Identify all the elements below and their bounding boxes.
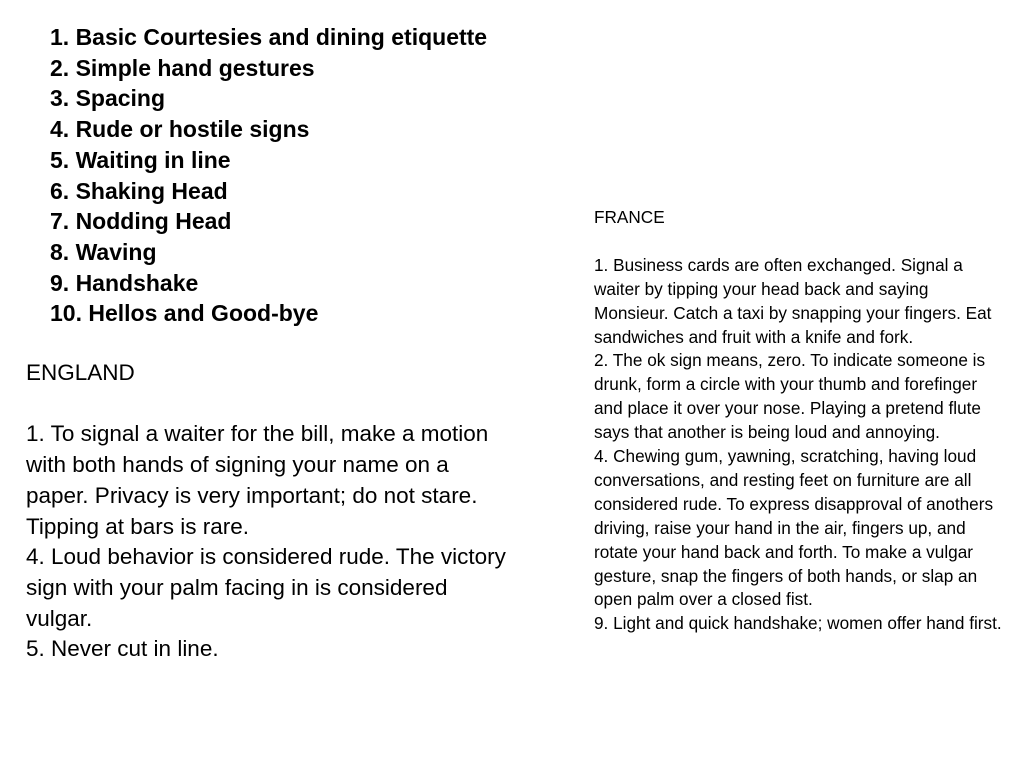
france-item: 1. Business cards are often exchanged. Signal a waiter by tipping your head back and saying Monsieur. Catch a taxi by snapping your fingers. Eat sandwiches and fruit with a knife and fork. xyxy=(594,254,992,347)
england-heading: ENGLAND xyxy=(26,360,135,385)
topic-item: 1. Basic Courtesies and dining etiquette xyxy=(50,24,488,50)
topic-item: 4. Rude or hostile signs xyxy=(50,116,310,143)
france-item: 4. Chewing gum, yawning, scratching, having loud conversations, and resting feet on furniture are all considered rude. To express disapproval of anothers driving, raise your hand in the air, fingers up, and rotate your hand back and forth. To make a vulgar gesture, snap the fingers of both hands, or slap an open palm over a closed fist. xyxy=(594,446,994,610)
spacer xyxy=(26,389,516,420)
topic-list xyxy=(50,22,487,329)
topic-item: 6. Shaking Head xyxy=(50,177,228,204)
topic-item: 8. Waving xyxy=(50,238,157,265)
topic-item: 3. Spacing xyxy=(50,85,166,112)
topic-item: 10. Hellos and Good-bye xyxy=(50,300,319,327)
england-item: 5. Never cut in line. xyxy=(26,636,219,662)
france-heading: FRANCE xyxy=(594,207,665,227)
topic-item: 5. Waiting in line xyxy=(50,146,231,173)
topic-item: 7. Nodding Head xyxy=(50,208,232,235)
spacer xyxy=(594,230,1004,254)
england-item: 1. To signal a waiter for the bill, make a motion with both hands of signing your name on a paper. Privacy is very important; do not stare. Tipping at bars is rare. xyxy=(26,421,489,539)
topic-item: 9. Handshake xyxy=(50,269,199,296)
france-item: 2. The ok sign means, zero. To indicate someone is drunk, form a circle with your thumb and forefinger and place it over your nose. Playing a pretend flute says that another is being loud and annoying. xyxy=(594,350,986,443)
france-item: 9. Light and quick handshake; women offer hand first. xyxy=(594,613,1002,634)
topic-item: 2. Simple hand gestures xyxy=(50,54,315,81)
france-section xyxy=(594,206,1004,636)
england-item: 4. Loud behavior is considered rude. The victory sign with your palm facing in is considered vulgar. xyxy=(26,544,506,631)
england-section xyxy=(26,358,516,665)
